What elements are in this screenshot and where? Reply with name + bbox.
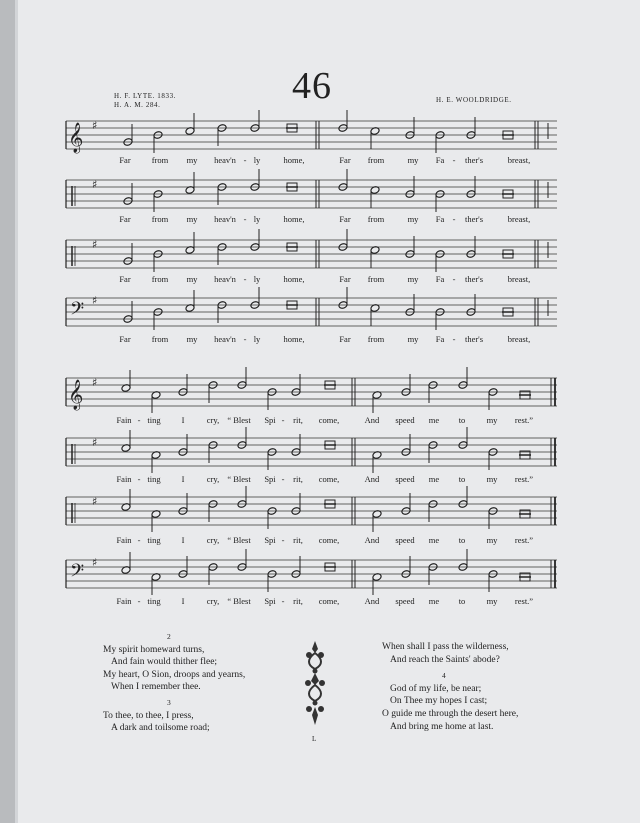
composer-credit: H. E. WOOLDRIDGE.: [436, 96, 512, 104]
lyric-syllable: rest.”: [514, 415, 534, 425]
lyric-syllable: “ Blest: [227, 535, 251, 545]
lyric-syllable: Fa: [435, 155, 445, 165]
hymn-number: 46: [292, 65, 332, 107]
lyric-syllable: “ Blest: [227, 474, 251, 484]
treble-clef-icon: 𝄞: [68, 380, 84, 410]
lyric-syllable: Fa: [435, 214, 445, 224]
lyric-syllable: cry,: [206, 535, 220, 545]
lyric-syllable: -: [243, 155, 247, 165]
lyric-syllable: ther's: [464, 214, 484, 224]
treble-clef-icon: 𝄞: [68, 123, 84, 153]
lyric-syllable: come,: [318, 415, 340, 425]
lyric-syllable: rest.”: [514, 535, 534, 545]
lyric-syllable: -: [137, 415, 141, 425]
sharp-icon: ♯: [92, 436, 98, 449]
page-signature: L: [312, 735, 317, 743]
verse-number: 4: [442, 671, 446, 681]
lyric-syllable: my: [186, 214, 198, 224]
lyric-syllable: to: [458, 596, 466, 606]
bass-clef-icon: 𝄢: [70, 299, 85, 324]
lyric-syllable: breast,: [507, 274, 531, 284]
lyric-syllable: -: [137, 596, 141, 606]
lyric-syllable: Far: [339, 214, 351, 224]
lyric-syllable: And: [364, 474, 380, 484]
lyric-syllable: from: [367, 155, 385, 165]
lyric-syllable: come,: [318, 535, 340, 545]
hymnal-reference: H. A. M. 284.: [114, 101, 161, 109]
lyric-syllable: -: [281, 535, 285, 545]
lyric-syllable: rest.”: [514, 474, 534, 484]
lyric-syllable: “ Blest: [227, 415, 251, 425]
lyric-syllable: cry,: [206, 474, 220, 484]
lyric-syllable: rit,: [293, 474, 303, 484]
lyric-syllable: Far: [339, 334, 351, 344]
verse-line: God of my life, be near;: [390, 683, 482, 694]
verse-line: When I remember thee.: [111, 682, 201, 693]
lyric-syllable: ther's: [464, 155, 484, 165]
lyric-syllable: And: [364, 596, 380, 606]
lyric-syllable: home,: [283, 214, 305, 224]
lyric-syllable: my: [186, 334, 198, 344]
lyric-syllable: to: [458, 535, 466, 545]
author-credit: H. F. LYTE. 1833.: [114, 92, 177, 100]
lyric-syllable: heav'n: [214, 334, 236, 344]
lyric-syllable: Spi: [264, 415, 276, 425]
lyric-syllable: Spi: [264, 596, 276, 606]
lyric-syllable: rit,: [293, 596, 303, 606]
lyric-syllable: from: [367, 214, 385, 224]
lyric-syllable: ther's: [464, 274, 484, 284]
lyric-syllable: breast,: [507, 334, 531, 344]
verse-line: When shall I pass the wilderness,: [382, 642, 509, 652]
verse-line: And bring me home at last.: [390, 721, 494, 732]
lyric-syllable: from: [151, 155, 169, 165]
lyric-syllable: ther's: [464, 334, 484, 344]
lyric-syllable: rest.”: [514, 596, 534, 606]
lyric-syllable: ly: [253, 155, 261, 165]
lyric-syllable: from: [151, 274, 169, 284]
verses-right-column: [382, 641, 518, 733]
verse-line: On Thee my hopes I cast;: [390, 696, 488, 707]
lyric-syllable: to: [458, 474, 466, 484]
lyric-syllable: from: [367, 334, 385, 344]
lyric-syllable: speed: [395, 415, 415, 425]
lyric-syllable: Fain: [116, 535, 132, 545]
lyric-syllable: from: [151, 334, 169, 344]
lyric-syllable: rit,: [293, 535, 303, 545]
verse-line: And reach the Saints' abode?: [390, 654, 500, 665]
lyric-syllable: me: [428, 535, 440, 545]
lyric-syllable: breast,: [507, 155, 531, 165]
lyric-syllable: Fa: [435, 274, 445, 284]
lyric-syllable: -: [243, 274, 247, 284]
lyric-syllable: my: [186, 155, 198, 165]
lyric-syllable: “ Blest: [227, 596, 251, 606]
lyric-syllable: from: [367, 274, 385, 284]
verses-left-column: [103, 631, 245, 735]
lyric-syllable: cry,: [206, 596, 220, 606]
verse-line: My heart, O Sion, droops and yearns,: [103, 669, 246, 680]
lyric-syllable: home,: [283, 334, 305, 344]
lyric-syllable: ting: [147, 415, 161, 425]
sharp-icon: ♯: [92, 294, 98, 307]
lyric-syllable: my: [486, 415, 498, 425]
lyric-syllable: home,: [283, 155, 305, 165]
lyric-syllable: I: [181, 535, 185, 545]
lyric-syllable: Spi: [264, 474, 276, 484]
lyric-syllable: Far: [119, 274, 131, 284]
lyric-syllable: my: [186, 274, 198, 284]
lyric-syllable: my: [407, 274, 419, 284]
sharp-icon: ♯: [92, 376, 98, 389]
lyric-syllable: -: [281, 596, 285, 606]
lyric-syllable: heav'n: [214, 274, 236, 284]
lyric-syllable: I: [181, 596, 185, 606]
sharp-icon: ♯: [92, 495, 98, 508]
lyric-syllable: And: [364, 415, 380, 425]
verse-line: A dark and toilsome road;: [111, 723, 210, 734]
lyric-syllable: my: [407, 214, 419, 224]
lyric-syllable: ting: [147, 535, 161, 545]
lyric-syllable: Far: [339, 155, 351, 165]
lyric-syllable: -: [452, 274, 456, 284]
lyric-syllable: speed: [395, 535, 415, 545]
verse-number: 3: [167, 697, 171, 707]
verse-line: To thee, to thee, I press,: [103, 710, 194, 721]
lyric-syllable: my: [486, 535, 498, 545]
lyric-syllable: -: [452, 155, 456, 165]
lyric-syllable: come,: [318, 474, 340, 484]
lyric-syllable: heav'n: [214, 214, 236, 224]
bass-clef-icon: 𝄢: [70, 561, 85, 586]
lyric-syllable: -: [243, 214, 247, 224]
lyric-syllable: And: [364, 535, 380, 545]
lyric-syllable: -: [281, 474, 285, 484]
lyric-syllable: home,: [283, 274, 305, 284]
lyric-syllable: come,: [318, 596, 340, 606]
lyric-syllable: Fain: [116, 596, 132, 606]
lyric-syllable: breast,: [507, 214, 531, 224]
lyric-syllable: Fain: [116, 415, 132, 425]
lyric-syllable: ly: [253, 274, 261, 284]
lyric-syllable: ly: [253, 334, 261, 344]
lyric-syllable: -: [452, 214, 456, 224]
lyric-syllable: speed: [395, 474, 415, 484]
lyric-syllable: ting: [147, 474, 161, 484]
lyric-syllable: -: [243, 334, 247, 344]
verse-number: 2: [167, 632, 171, 641]
lyric-syllable: rit,: [293, 415, 303, 425]
verse-line: O guide me through the desert here,: [382, 708, 519, 719]
lyric-syllable: -: [452, 334, 456, 344]
sharp-icon: ♯: [92, 119, 98, 132]
lyric-syllable: me: [428, 474, 440, 484]
lyric-syllable: my: [486, 596, 498, 606]
lyric-syllable: I: [181, 415, 185, 425]
lyric-syllable: -: [137, 474, 141, 484]
sharp-icon: ♯: [92, 238, 98, 251]
lyric-syllable: I: [181, 474, 185, 484]
lyric-syllable: Far: [119, 155, 131, 165]
lyric-syllable: ting: [147, 596, 161, 606]
lyric-syllable: to: [458, 415, 466, 425]
lyric-syllable: ly: [253, 214, 261, 224]
verse-line: My spirit homeward turns,: [103, 644, 205, 655]
sharp-icon: ♯: [92, 178, 98, 191]
lyric-syllable: my: [486, 474, 498, 484]
sharp-icon: ♯: [92, 556, 98, 569]
lyric-syllable: my: [407, 155, 419, 165]
lyric-syllable: cry,: [206, 415, 220, 425]
verse-line: And fain would thither flee;: [111, 657, 218, 668]
lyric-syllable: Far: [339, 274, 351, 284]
lyric-syllable: Spi: [264, 535, 276, 545]
lyric-syllable: speed: [395, 596, 415, 606]
lyric-syllable: heav'n: [214, 155, 236, 165]
lyric-syllable: Fain: [116, 474, 132, 484]
lyric-syllable: Fa: [435, 334, 445, 344]
lyric-syllable: -: [281, 415, 285, 425]
lyric-syllable: from: [151, 214, 169, 224]
lyric-syllable: -: [137, 535, 141, 545]
lyric-syllable: my: [407, 334, 419, 344]
lyric-syllable: Far: [119, 334, 131, 344]
lyric-syllable: me: [428, 596, 440, 606]
lyric-syllable: me: [428, 415, 440, 425]
lyric-syllable: Far: [119, 214, 131, 224]
ornament-icon: [303, 641, 327, 725]
